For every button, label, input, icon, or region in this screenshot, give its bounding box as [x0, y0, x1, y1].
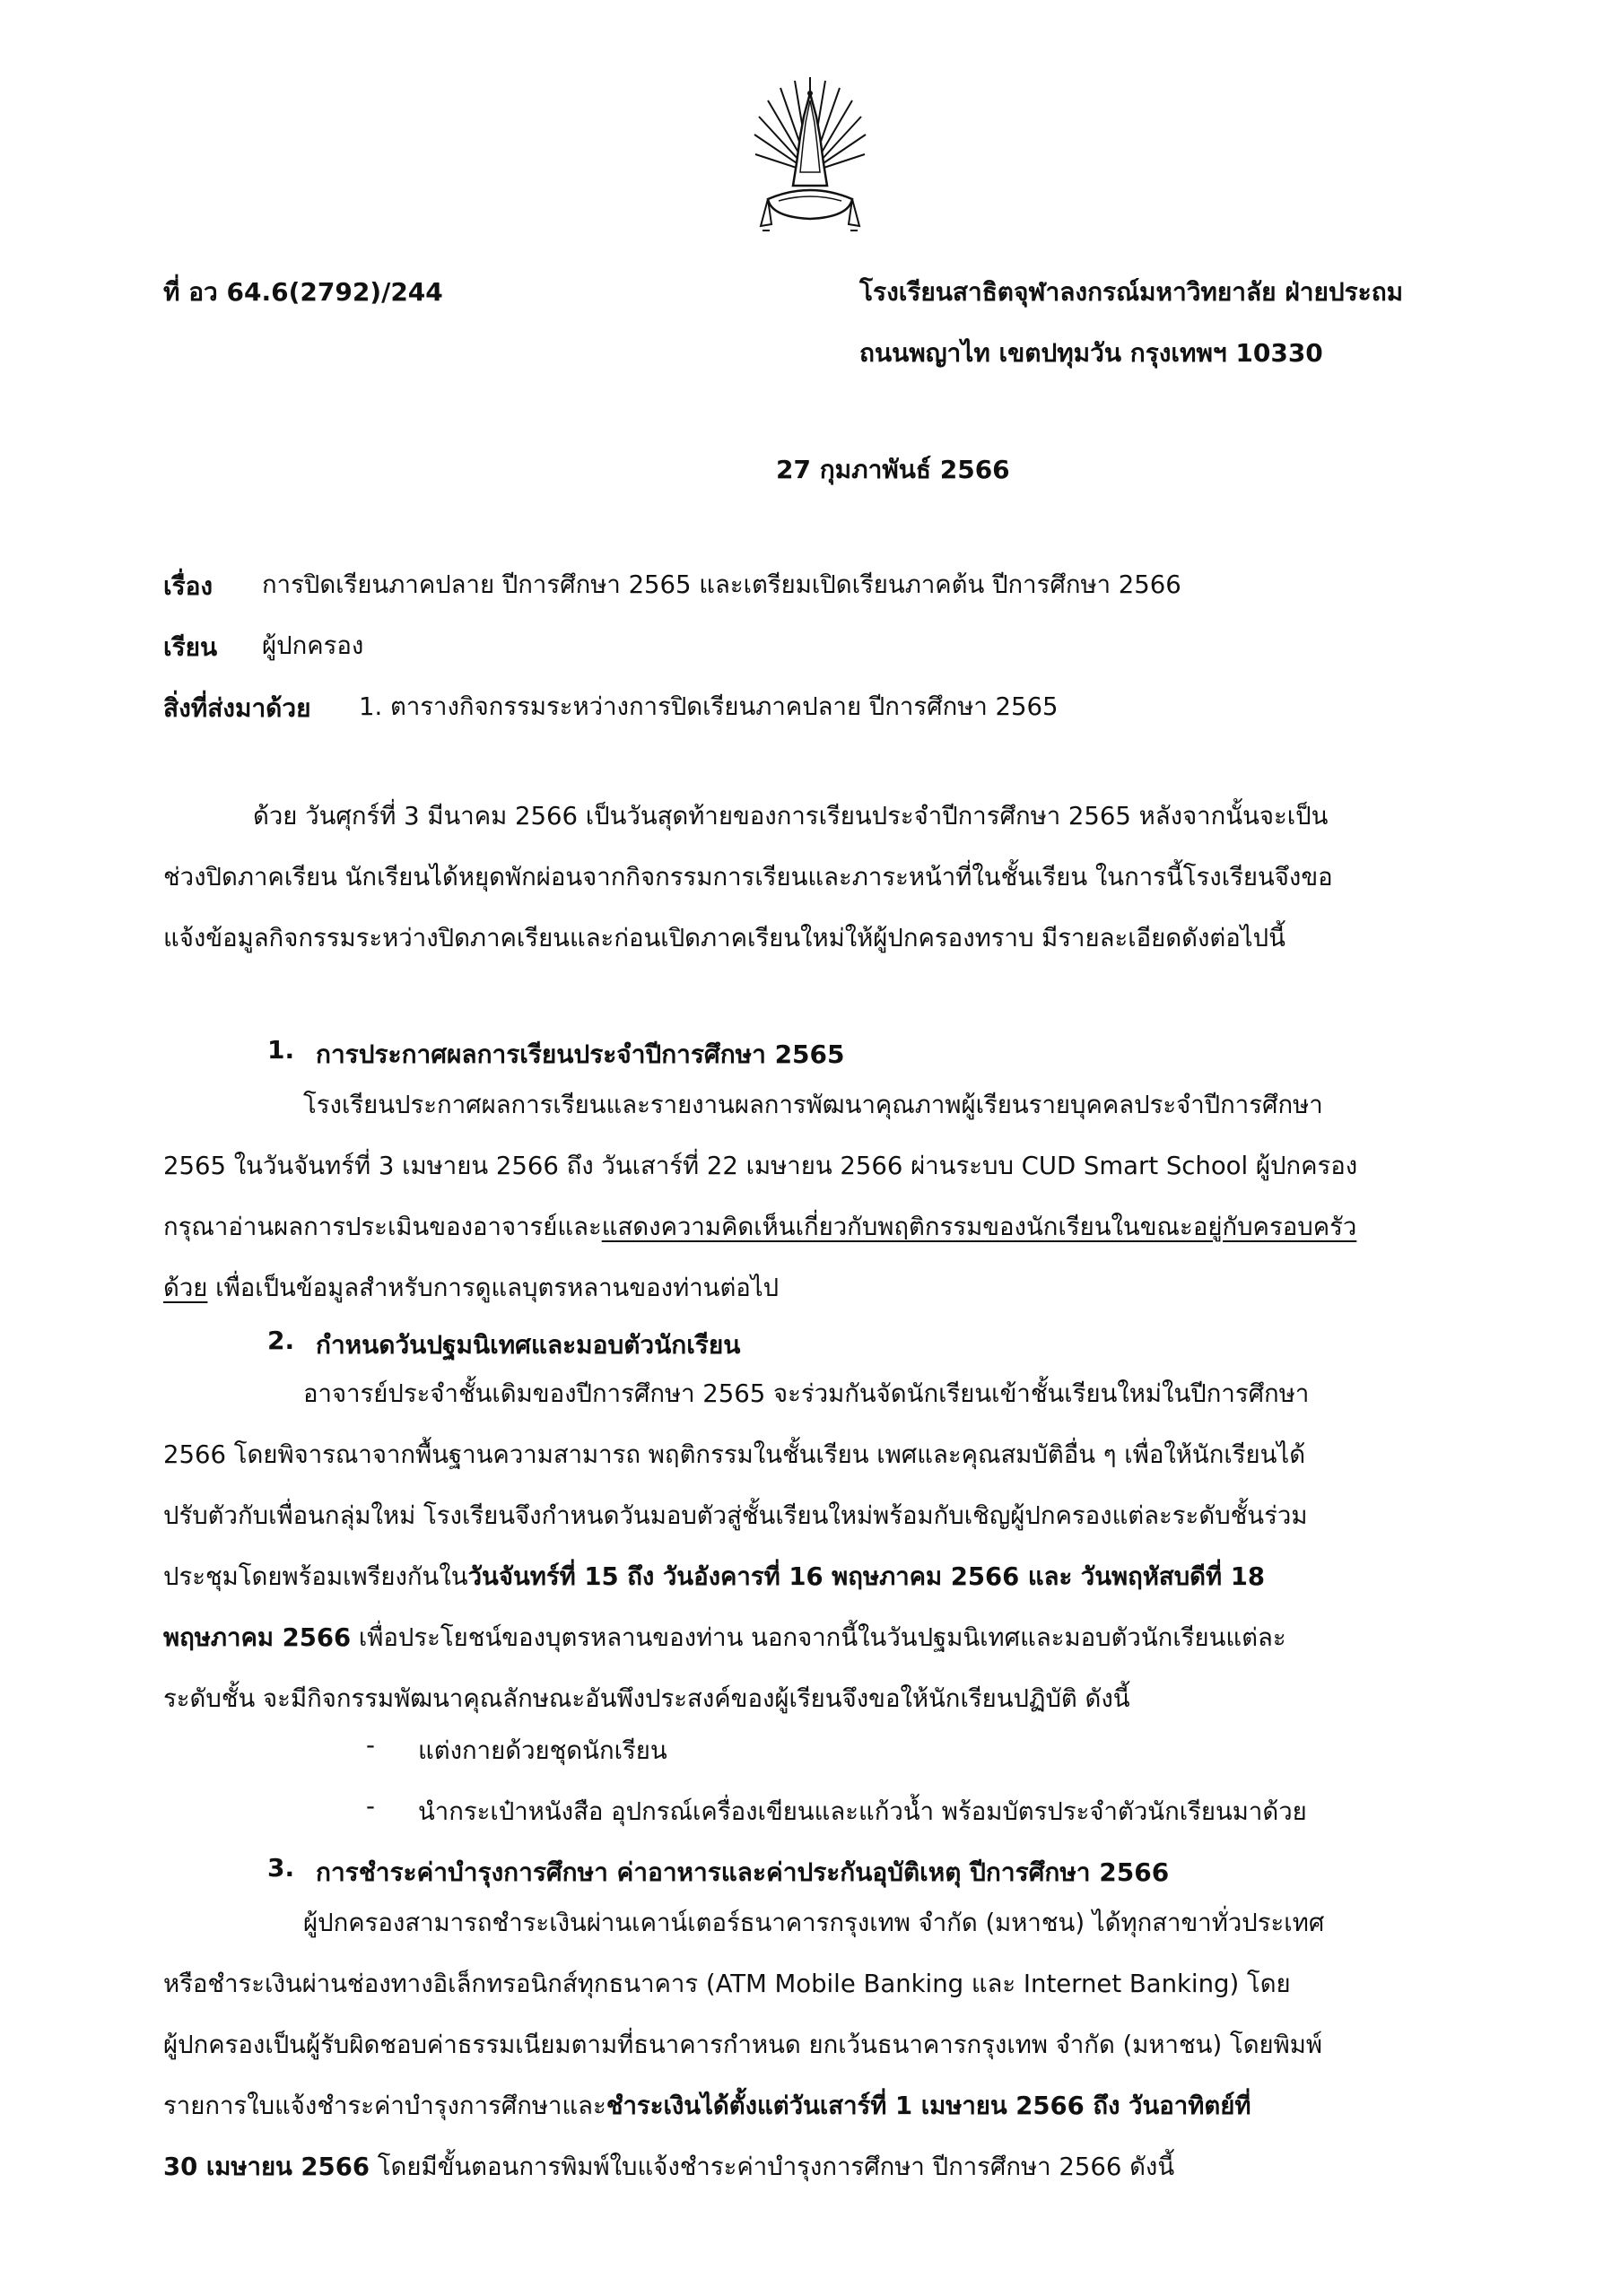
section-2-bold-text: วันจันทร์ที่ 15 ถึง วันอังคารที่ 16 พฤษภาคม 2566 และ วันพฤหัสบดีที่ 18 — [467, 1562, 1265, 1591]
section-2-line — [163, 1546, 1466, 1607]
section-3-line: ผู้ปกครองเป็นผู้รับผิดชอบค่าธรรมเนียมตามที่ธนาคารกำหนด ยกเว้นธนาคารกรุงเทพ จำกัด (มหาชน) โดยพิมพ์ — [163, 2031, 1323, 2059]
intro-line: แจ้งข้อมูลกิจกรรมระหว่างปิดภาคเรียนและก่อนเปิดภาคเรียนใหม่ให้ผู้ปกครองทราบ มีรายละเอียดดังต่อไปนี้ — [163, 924, 1285, 952]
letter-date: 27 กุมภาพันธ์ 2566 — [776, 455, 1010, 484]
bullet-mark: - — [366, 1792, 375, 1821]
section-3-number: 3. — [267, 1853, 295, 1883]
school-emblem-icon — [752, 74, 868, 248]
section-1-line: 2565 ในวันจันทร์ที่ 3 เมษายน 2566 ถึง วันเสาร์ที่ 22 เมษายน 2566 ผ่านระบบ CUD Smart School ผู้ปกครอง — [163, 1152, 1358, 1180]
section-3-line: หรือชำระเงินผ่านช่องทางอิเล็กทรอนิกส์ทุกธนาคาร (ATM Mobile Banking และ Internet Banking) โดย — [163, 1970, 1291, 1998]
intro-line: ด้วย วันศุกร์ที่ 3 มีนาคม 2566 เป็นวันสุดท้ายของการเรียนประจำปีการศึกษา 2565 หลังจากนั้นจะเป็น — [253, 802, 1329, 831]
bullet-mark: - — [366, 1731, 375, 1760]
section-1-underlined-text: ด้วย — [163, 1274, 208, 1302]
attachment-label: สิ่งที่ส่งมาด้วย — [163, 693, 311, 723]
section-2-paragraph — [163, 1363, 1466, 1729]
section-3-line — [163, 2136, 1466, 2197]
section-2-bold-text: พฤษภาคม 2566 — [163, 1623, 352, 1652]
section-1-number: 1. — [267, 1035, 295, 1065]
section-1-text: กรุณาอ่านผลการประเมินของอาจารย์และ — [163, 1213, 602, 1241]
intro-paragraph — [163, 786, 1466, 969]
section-2-text: ประชุมโดยพร้อมเพรียงกันใน — [163, 1562, 468, 1591]
section-2-title: กำหนดวันปฐมนิเทศและมอบตัวนักเรียน — [316, 1330, 741, 1360]
section-1-line: โรงเรียนประกาศผลการเรียนและรายงานผลการพัฒนาคุณภาพผู้เรียนรายบุคคลประจำปีการศึกษา — [303, 1091, 1323, 1119]
subject-text: การปิดเรียนภาคปลาย ปีการศึกษา 2565 และเตรียมเปิดเรียนภาคต้น ปีการศึกษา 2566 — [262, 570, 1181, 599]
section-1-paragraph — [163, 1074, 1466, 1318]
section-2-text: เพื่อประโยชน์ของบุตรหลานของท่าน นอกจากนี้ในวันปฐมนิเทศและมอบตัวนักเรียนแต่ละ — [351, 1623, 1286, 1652]
section-2-number: 2. — [267, 1326, 295, 1355]
section-3-text: รายการใบแจ้งชำระค่าบำรุงการศึกษาและ — [163, 2092, 606, 2120]
section-3-paragraph — [163, 1892, 1466, 2197]
section-3-bold-text: 30 เมษายน 2566 — [163, 2152, 370, 2181]
section-3-line — [163, 2075, 1466, 2136]
bullet-item: แต่งกายด้วยชุดนักเรียน — [418, 1736, 667, 1765]
section-3-text: โดยมีขั้นตอนการพิมพ์ใบแจ้งชำระค่าบำรุงการศึกษา ปีการศึกษา 2566 ดังนี้ — [369, 2152, 1175, 2181]
section-1-line — [163, 1257, 1466, 1318]
section-1-text: เพื่อเป็นข้อมูลสำหรับการดูแลบุตรหลานของท่านต่อไป — [207, 1274, 780, 1302]
attachment-text: 1. ตารางกิจกรรมระหว่างการปิดเรียนภาคปลาย ปีการศึกษา 2565 — [359, 692, 1059, 721]
reference-number: ที่ อว 64.6(2792)/244 — [163, 277, 443, 307]
school-address: ถนนพญาไท เขตปทุมวัน กรุงเทพฯ 10330 — [859, 338, 1323, 368]
section-3-line: ผู้ปกครองสามารถชำระเงินผ่านเคาน์เตอร์ธนาคารกรุงเทพ จำกัด (มหาชน) ได้ทุกสาขาทั่วประเทศ — [303, 1909, 1325, 1937]
section-1-underlined-text: แสดงความคิดเห็นเกี่ยวกับพฤติกรรมของนักเรียนในขณะอยู่กับครอบครัว — [601, 1213, 1357, 1241]
intro-line: ช่วงปิดภาคเรียน นักเรียนได้หยุดพักผ่อนจากกิจกรรมการเรียนและภาระหน้าที่ในชั้นเรียน ในการนี้โรงเรียนจึงขอ — [163, 863, 1333, 891]
section-2-line: 2566 โดยพิจารณาจากพื้นฐานความสามารถ พฤติกรรมในชั้นเรียน เพศและคุณสมบัติอื่น ๆ เพื่อให้นักเรียนได้ — [163, 1440, 1306, 1469]
school-name: โรงเรียนสาธิตจุฬาลงกรณ์มหาวิทยาลัย ฝ่ายประถม — [859, 277, 1404, 307]
section-1-line — [163, 1196, 1466, 1257]
section-2-line: อาจารย์ประจำชั้นเดิมของปีการศึกษา 2565 จะร่วมกันจัดนักเรียนเข้าชั้นเรียนใหม่ในปีการศึกษา — [303, 1379, 1310, 1408]
section-2-line: ระดับชั้น จะมีกิจกรรมพัฒนาคุณลักษณะอันพึงประสงค์ของผู้เรียนจึงขอให้นักเรียนปฏิบัติ ดังนี้ — [163, 1684, 1130, 1713]
section-1-title: การประกาศผลการเรียนประจำปีการศึกษา 2565 — [316, 1039, 845, 1069]
section-2-line — [163, 1607, 1466, 1668]
section-3-title: การชำระค่าบำรุงการศึกษา ค่าอาหารและค่าประกันอุบัติเหตุ ปีการศึกษา 2566 — [316, 1857, 1170, 1887]
to-label: เรียน — [163, 632, 218, 662]
to-text: ผู้ปกครอง — [262, 631, 364, 660]
bullet-item: นำกระเป๋าหนังสือ อุปกรณ์เครื่องเขียนและแก้วน้ำ พร้อมบัตรประจำตัวนักเรียนมาด้วย — [418, 1797, 1307, 1826]
section-3-bold-text: ชำระเงินได้ตั้งแต่วันเสาร์ที่ 1 เมษายน 2566 ถึง วันอาทิตย์ที่ — [606, 2092, 1251, 2120]
section-2-line: ปรับตัวกับเพื่อนกลุ่มใหม่ โรงเรียนจึงกำหนดวันมอบตัวสู่ชั้นเรียนใหม่พร้อมกับเชิญผู้ปกครองแต่ละระดับชั้นร่วม — [163, 1501, 1308, 1530]
subject-label: เรื่อง — [163, 571, 214, 601]
